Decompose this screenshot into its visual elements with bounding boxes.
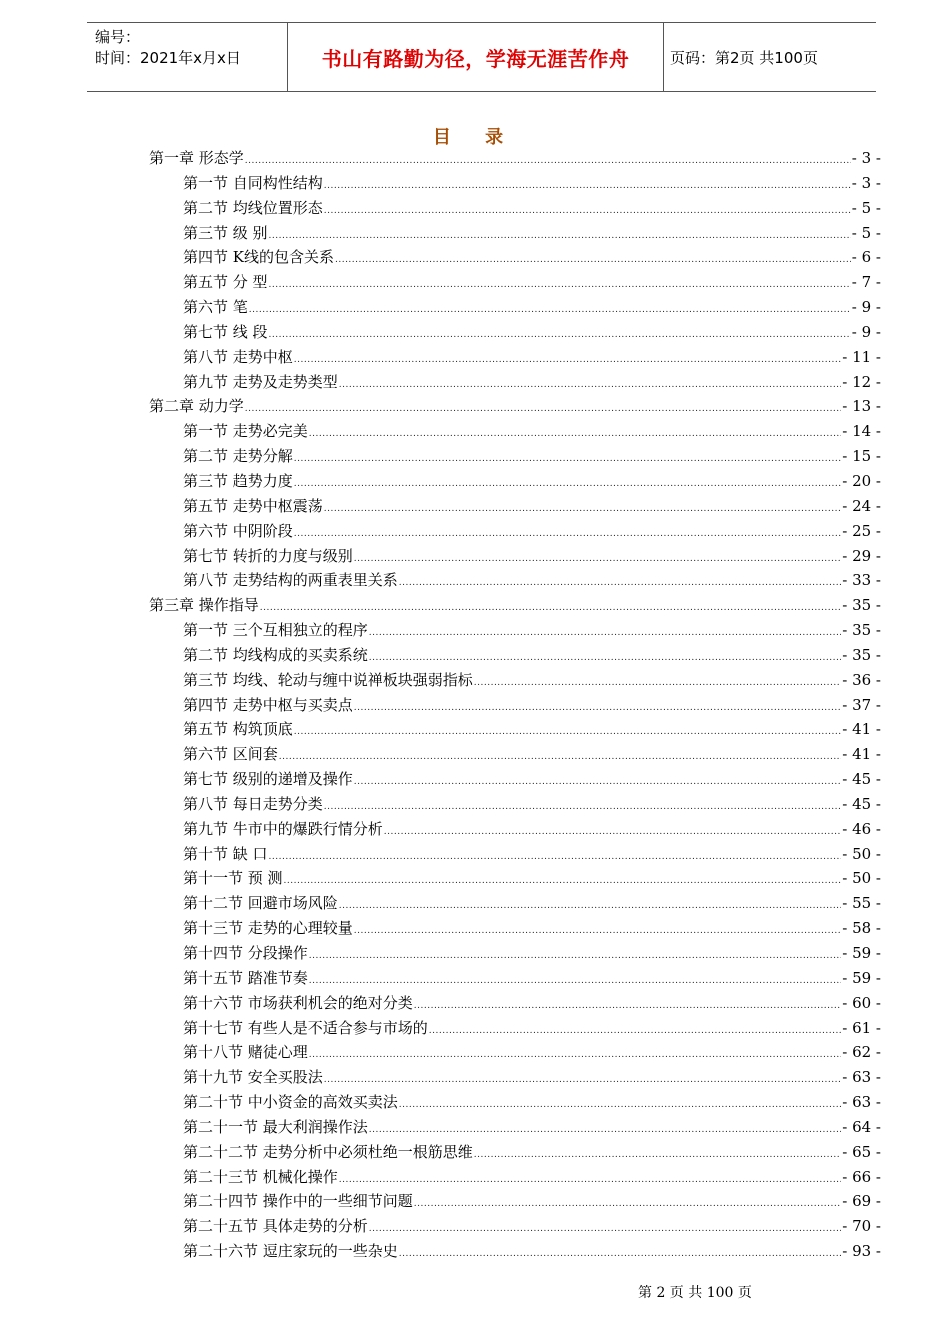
toc-leader-dots (354, 703, 841, 713)
toc-leader-dots (369, 1125, 841, 1135)
toc-leader-dots (414, 1199, 841, 1209)
toc-section-entry[interactable] (149, 1091, 881, 1116)
toc-entry-label: 第四节 K线的包含关系 (183, 248, 334, 267)
toc-entry-label: 第十节 缺 口 (183, 844, 268, 863)
toc-section-entry[interactable] (149, 246, 881, 271)
toc-leader-dots (309, 951, 841, 961)
toc-entry-label: 第二章 动力学 (149, 397, 244, 416)
toc-entry-page: - 15 - (842, 447, 881, 466)
toc-entry-page: - 14 - (842, 422, 881, 441)
toc-section-entry[interactable] (149, 197, 881, 222)
toc-section-entry[interactable] (149, 1215, 881, 1240)
toc-entry-label: 第一节 自同构性结构 (183, 173, 323, 192)
toc-leader-dots (324, 181, 851, 191)
toc-entry-label: 第二十六节 逗庄家玩的一些杂史 (183, 1242, 398, 1261)
toc-section-entry[interactable] (149, 271, 881, 296)
toc-section-entry[interactable] (149, 992, 881, 1017)
toc-leader-dots (309, 976, 841, 986)
toc-section-entry[interactable] (149, 917, 881, 942)
toc-leader-dots (369, 628, 841, 638)
toc-leader-dots (399, 1100, 841, 1110)
header-motto: 书山有路勤为径，学海无涯苦作舟 (321, 46, 630, 71)
toc-entry-page: - 3 - (851, 149, 881, 167)
toc-section-entry[interactable] (149, 867, 881, 892)
toc-section-entry[interactable] (149, 1141, 881, 1166)
toc-entry-page: - 70 - (842, 1217, 881, 1236)
toc-section-entry[interactable] (149, 445, 881, 470)
toc-entry-label: 第五节 分 型 (183, 273, 268, 292)
toc-leader-dots (335, 255, 851, 265)
toc-entry-label: 第一章 形态学 (149, 149, 244, 167)
toc-leader-dots (384, 827, 841, 837)
toc-entry-label: 第十七节 有些人是不适合参与市场的 (183, 1018, 428, 1037)
header-page-label: 页码：第2页 共100页 (670, 48, 818, 67)
toc-entry-label: 第五节 构筑顶底 (183, 720, 293, 739)
toc-section-entry[interactable] (149, 420, 881, 445)
toc-entry-label: 第五节 走势中枢震荡 (183, 496, 323, 515)
toc-entry-label: 第二十二节 走势分析中必须杜绝一根筋思维 (183, 1142, 473, 1161)
toc-entry-page: - 41 - (842, 745, 881, 764)
toc-entry-label: 第二节 均线位置形态 (183, 198, 323, 217)
toc-leader-dots (245, 156, 851, 166)
toc-leader-dots (474, 1150, 841, 1160)
toc-entry-label: 第十六节 市场获利机会的绝对分类 (183, 993, 413, 1012)
toc-leader-dots (245, 404, 841, 414)
toc-entry-page: - 12 - (842, 372, 881, 391)
toc-leader-dots (474, 678, 841, 688)
toc-entry-page: - 3 - (851, 173, 881, 192)
toc-entry-page: - 7 - (851, 273, 881, 292)
toc-entry-label: 第二十一节 最大利润操作法 (183, 1117, 368, 1136)
toc-entry-page: - 63 - (842, 1068, 881, 1087)
toc-entry-label: 第二节 走势分解 (183, 447, 293, 466)
toc-leader-dots (294, 479, 841, 489)
toc-entry-page: - 64 - (842, 1117, 881, 1136)
toc-entry-label: 第八节 每日走势分类 (183, 794, 323, 813)
toc-entry-label: 第八节 走势结构的两重表里关系 (183, 571, 398, 590)
toc-entry-label: 第二十节 中小资金的高效买卖法 (183, 1093, 398, 1112)
toc-entry-page: - 37 - (842, 695, 881, 714)
toc-section-entry[interactable] (149, 520, 881, 545)
toc-section-entry[interactable] (149, 843, 881, 868)
toc-leader-dots (309, 429, 841, 439)
toc-section-entry[interactable] (149, 1190, 881, 1215)
toc-leader-dots (324, 504, 841, 514)
toc-leader-dots (294, 454, 841, 464)
toc-entry-page: - 60 - (842, 993, 881, 1012)
toc-section-entry[interactable] (149, 1066, 881, 1091)
toc-entry-label: 第十三节 走势的心理较量 (183, 919, 353, 938)
toc-section-entry[interactable] (149, 222, 881, 247)
toc-leader-dots (354, 926, 841, 936)
toc-entry-page: - 61 - (842, 1018, 881, 1037)
toc-entry-label: 第二节 均线构成的买卖系统 (183, 645, 368, 664)
toc-entry-page: - 6 - (851, 248, 881, 267)
toc-entry-page: - 24 - (842, 496, 881, 515)
toc-entry-label: 第八节 走势中枢 (183, 347, 293, 366)
toc-leader-dots (249, 305, 851, 315)
table-of-contents (149, 147, 881, 1265)
toc-entry-label: 第二十四节 操作中的一些细节问题 (183, 1192, 413, 1211)
toc-leader-dots (339, 380, 841, 390)
toc-section-entry[interactable] (149, 644, 881, 669)
toc-entry-label: 第一节 走势必完美 (183, 422, 308, 441)
toc-section-entry[interactable] (149, 1240, 881, 1265)
toc-section-entry[interactable] (149, 1116, 881, 1141)
toc-leader-dots (294, 355, 841, 365)
toc-entry-page: - 5 - (851, 198, 881, 217)
toc-title: 目 录 (432, 127, 518, 148)
toc-entry-label: 第十五节 踏准节奏 (183, 968, 308, 987)
toc-section-entry[interactable] (149, 495, 881, 520)
toc-entry-page: - 69 - (842, 1192, 881, 1211)
toc-entry-label: 第六节 区间套 (183, 745, 278, 764)
header-number-label: 编号： (95, 28, 141, 46)
toc-entry-page: - 59 - (842, 944, 881, 962)
toc-section-entry[interactable] (149, 619, 881, 644)
toc-section-entry[interactable] (149, 1166, 881, 1191)
toc-section-entry[interactable] (149, 718, 881, 743)
toc-entry-page: - 35 - (842, 596, 881, 615)
toc-leader-dots (269, 280, 851, 290)
toc-section-entry[interactable] (149, 768, 881, 793)
toc-leader-dots (324, 802, 841, 812)
toc-section-entry[interactable] (149, 1017, 881, 1042)
toc-entry-page: - 50 - (842, 844, 881, 863)
toc-entry-page: - 13 - (842, 397, 881, 416)
toc-entry-page: - 45 - (842, 794, 881, 813)
toc-entry-label: 第九节 牛市中的爆跌行情分析 (183, 819, 383, 838)
toc-entry-page: - 58 - (842, 919, 881, 938)
toc-leader-dots (324, 1075, 841, 1085)
toc-section-entry[interactable] (149, 818, 881, 843)
toc-leader-dots (369, 1224, 841, 1234)
toc-section-entry[interactable] (149, 545, 881, 570)
toc-entry-label: 第十八节 赌徒心理 (183, 1043, 308, 1062)
toc-leader-dots (260, 603, 841, 613)
toc-entry-page: - 45 - (842, 770, 881, 789)
toc-section-entry[interactable] (149, 669, 881, 694)
toc-section-entry[interactable] (149, 371, 881, 396)
header-time-label: 时间：2021年x月x日 (95, 49, 241, 67)
toc-entry-page: - 62 - (842, 1043, 881, 1062)
toc-section-entry[interactable] (149, 967, 881, 992)
toc-entry-page: - 11 - (842, 347, 881, 366)
header-motto-box (287, 23, 664, 91)
toc-entry-page: - 20 - (842, 471, 881, 490)
toc-entry-page: - 55 - (842, 894, 881, 913)
toc-leader-dots (369, 653, 841, 663)
page-footer: 第 2 页 共 100 页 (638, 1285, 752, 1301)
toc-leader-dots (294, 529, 841, 539)
toc-entry-page: - 66 - (842, 1167, 881, 1186)
toc-entry-label: 第三节 级 别 (183, 223, 268, 242)
toc-entry-label: 第二十五节 具体走势的分析 (183, 1217, 368, 1236)
toc-entry-label: 第二十三节 机械化操作 (183, 1167, 338, 1186)
toc-entry-page: - 41 - (842, 720, 881, 739)
toc-leader-dots (429, 1026, 841, 1036)
toc-entry-page: - 29 - (842, 546, 881, 565)
toc-section-entry[interactable] (149, 346, 881, 371)
toc-section-entry[interactable] (149, 793, 881, 818)
header-info (95, 27, 241, 69)
toc-chapter-entry[interactable] (149, 594, 881, 619)
toc-chapter-entry[interactable] (149, 395, 881, 420)
toc-chapter-entry[interactable] (149, 147, 881, 172)
toc-entry-page: - 9 - (851, 298, 881, 317)
toc-leader-dots (294, 727, 841, 737)
toc-section-entry[interactable] (149, 743, 881, 768)
toc-entry-label: 第六节 笔 (183, 298, 248, 317)
toc-section-entry[interactable] (149, 321, 881, 346)
toc-entry-page: - 35 - (842, 621, 881, 640)
toc-entry-page: - 59 - (842, 968, 881, 987)
toc-section-entry[interactable] (149, 569, 881, 594)
toc-entry-page: - 63 - (842, 1093, 881, 1112)
toc-entry-label: 第三节 趋势力度 (183, 471, 293, 490)
toc-leader-dots (284, 876, 842, 886)
toc-leader-dots (309, 1050, 841, 1060)
toc-leader-dots (269, 231, 851, 241)
toc-entry-label: 第十二节 回避市场风险 (183, 894, 338, 913)
toc-entry-page: - 50 - (842, 869, 881, 888)
toc-entry-page: - 93 - (842, 1242, 881, 1261)
toc-entry-label: 第三节 均线、轮动与缠中说禅板块强弱指标 (183, 670, 473, 689)
toc-entry-page: - 35 - (842, 645, 881, 664)
toc-entry-label: 第七节 线 段 (183, 322, 268, 341)
toc-entry-label: 第六节 中阴阶段 (183, 521, 293, 540)
toc-entry-label: 第九节 走势及走势类型 (183, 372, 338, 391)
toc-section-entry[interactable] (149, 694, 881, 719)
toc-entry-page: - 25 - (842, 521, 881, 540)
toc-leader-dots (269, 330, 851, 340)
toc-entry-label: 第七节 转折的力度与级别 (183, 546, 353, 565)
toc-leader-dots (399, 1249, 841, 1259)
toc-leader-dots (354, 777, 841, 787)
toc-section-entry[interactable] (149, 470, 881, 495)
toc-entry-page: - 65 - (842, 1142, 881, 1161)
toc-entry-page: - 33 - (842, 571, 881, 590)
page-header (87, 22, 876, 92)
toc-entry-label: 第十一节 预 测 (183, 869, 283, 888)
toc-entry-page: - 36 - (842, 670, 881, 689)
toc-leader-dots (269, 852, 842, 862)
toc-section-entry[interactable] (149, 892, 881, 917)
toc-leader-dots (279, 752, 841, 762)
toc-entry-label: 第十九节 安全买股法 (183, 1068, 323, 1087)
toc-leader-dots (324, 206, 851, 216)
toc-entry-label: 第四节 走势中枢与买卖点 (183, 695, 353, 714)
toc-leader-dots (339, 901, 841, 911)
toc-entry-label: 第一节 三个互相独立的程序 (183, 621, 368, 640)
toc-section-entry[interactable] (149, 296, 881, 321)
toc-section-entry[interactable] (149, 942, 881, 967)
toc-section-entry[interactable] (149, 172, 881, 197)
toc-entry-page: - 46 - (842, 819, 881, 838)
toc-entry-label: 第七节 级别的递增及操作 (183, 770, 353, 789)
toc-entry-label: 第三章 操作指导 (149, 596, 259, 615)
toc-section-entry[interactable] (149, 1041, 881, 1066)
toc-leader-dots (399, 578, 841, 588)
toc-leader-dots (414, 1001, 841, 1011)
toc-entry-page: - 9 - (851, 322, 881, 341)
toc-leader-dots (354, 554, 841, 564)
toc-entry-page: - 5 - (851, 223, 881, 242)
toc-entry-label: 第十四节 分段操作 (183, 944, 308, 962)
toc-leader-dots (339, 1175, 841, 1185)
